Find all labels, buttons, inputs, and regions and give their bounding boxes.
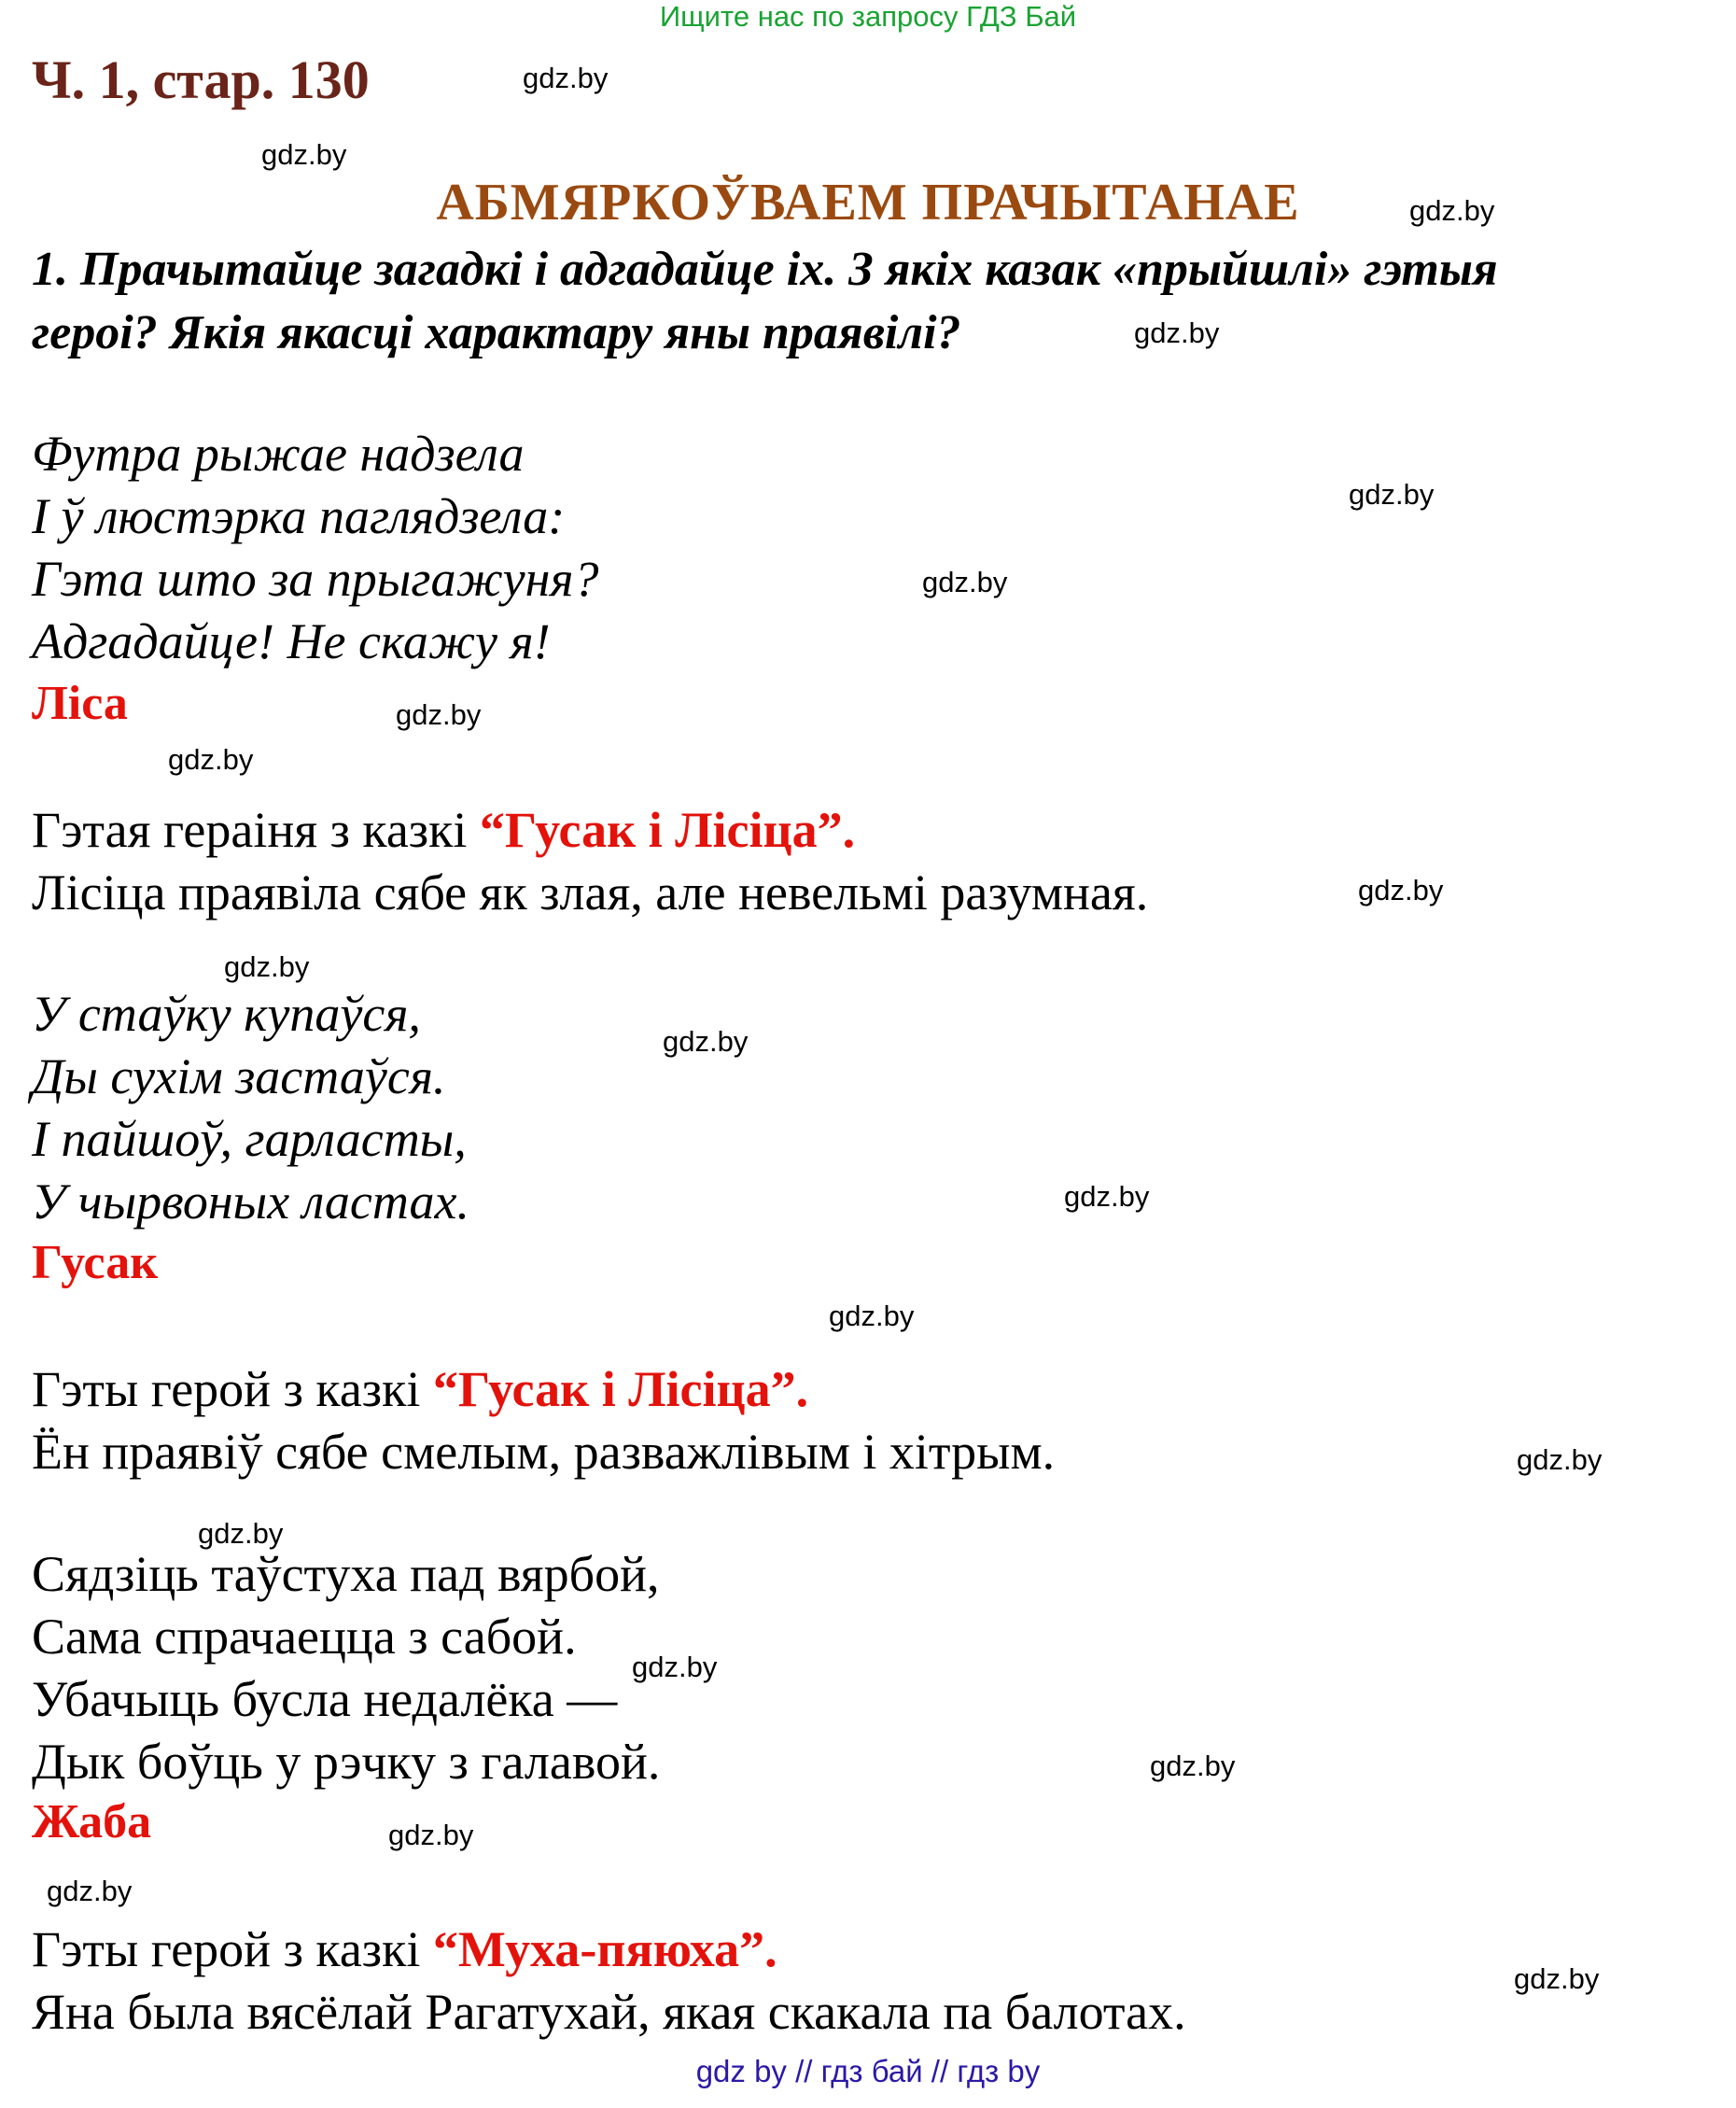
tale-title: “Гусак і Лісіца”. (479, 802, 856, 858)
section-title: АБМЯРКОЎВАЕМ ПРАЧЫТАНАЕ (436, 174, 1300, 232)
riddle-2-answer: Гусак (32, 1236, 159, 1289)
tale-title: “Муха-пяюха”. (432, 1921, 777, 1977)
riddle-2-line-2: Ды сухім застаўся. (32, 1048, 446, 1104)
riddle-2-line-4: У чырвоных ластах. (32, 1173, 470, 1230)
riddle-2-line-3: І пайшоў, гарласты, (32, 1111, 467, 1167)
watermark: gdz.by (922, 566, 1008, 598)
riddle-1-answer: Ліса (32, 677, 128, 730)
riddle-1-line-2: І ў люстэрка паглядзела: (32, 488, 566, 544)
riddle-3-line-3: Убачыць бусла недалёка — (32, 1671, 618, 1727)
riddle-1-explanation (32, 801, 855, 859)
question-line-2: героі? Якія якасці характару яны праявілі? (32, 306, 961, 359)
watermark: gdz.by (632, 1651, 718, 1683)
watermark: gdz.by (198, 1517, 284, 1550)
riddle-1-line-1: Футра рыжае надзела (32, 426, 525, 482)
search-banner: Ищите нас по запросу ГДЗ Бай (659, 0, 1077, 33)
watermark: gdz.by (523, 62, 609, 94)
explanation-prefix: Гэты герой з казкі (32, 1361, 433, 1417)
question-line-1: 1. Прачытайце загадкі і адгадайце іх. З якіх казак «прыйшлі» гэтыя (32, 243, 1498, 296)
watermark: gdz.by (47, 1875, 133, 1907)
riddle-2-line-1: У стаўку купаўся, (32, 986, 421, 1042)
watermark: gdz.by (1358, 874, 1444, 906)
watermark: gdz.by (261, 138, 347, 171)
watermark: gdz.by (663, 1025, 749, 1058)
watermark: gdz.by (388, 1819, 474, 1851)
watermark: gdz.by (1514, 1962, 1600, 1995)
watermark: gdz.by (1134, 316, 1220, 349)
riddle-1-line-4: Адгадайце! Не скажу я! (32, 613, 551, 669)
tale-title: “Гусак і Лісіца”. (432, 1361, 809, 1417)
riddle-3-line-1: Сядзіць таўстуха пад вярбой, (32, 1546, 660, 1602)
watermark: gdz.by (168, 743, 254, 776)
riddle-2-explanation-line-2: Ён праявіў сябе смелым, разважлівым і хітрым. (32, 1424, 1056, 1480)
riddle-3-line-4: Дык боўць у рэчку з галавой. (32, 1734, 661, 1790)
watermark: gdz.by (396, 698, 482, 731)
riddle-1-line-3: Гэта што за прыгажуня? (32, 551, 599, 607)
footer-links: gdz by // гдз бай // гдз by (695, 2054, 1041, 2088)
riddle-2-explanation (32, 1360, 808, 1418)
riddle-3-line-2: Сама спрачаецца з сабой. (32, 1609, 577, 1665)
riddle-1-explanation-line-2: Лісіца праявіла сябе як злая, але невельмі разумная. (32, 864, 1149, 920)
explanation-prefix: Гэтая гераіня з казкі (32, 802, 480, 858)
watermark: gdz.by (1517, 1443, 1603, 1476)
riddle-3-explanation-line-2: Яна была вясёлай Рагатухай, якая скакала па балотах. (32, 1984, 1186, 2040)
riddle-3-explanation (32, 1920, 777, 1978)
explanation-prefix: Гэты герой з казкі (32, 1921, 433, 1977)
riddle-3-answer: Жаба (32, 1795, 152, 1848)
watermark: gdz.by (829, 1300, 915, 1332)
watermark: gdz.by (1349, 478, 1435, 511)
question (32, 238, 1498, 365)
watermark: gdz.by (1064, 1180, 1150, 1213)
watermark: gdz.by (1150, 1750, 1236, 1782)
watermark: gdz.by (1409, 194, 1495, 227)
watermark: gdz.by (224, 950, 310, 983)
page-reference: Ч. 1, стар. 130 (32, 49, 370, 110)
